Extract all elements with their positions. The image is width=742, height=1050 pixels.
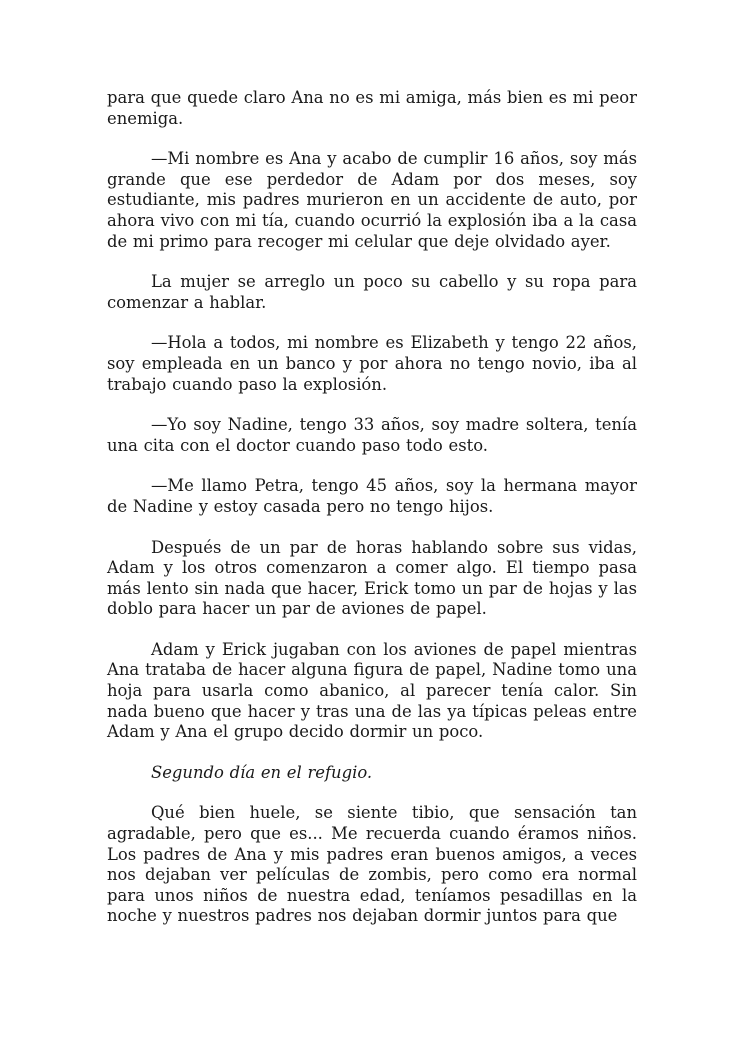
paragraph-4: —Hola a todos, mi nombre es Elizabeth y tengo 22 años, soy empleada en un banco y por ahora no tengo novio, iba al trabajo cuando paso la explosión. — [107, 333, 637, 394]
section-heading-italic: Segundo día en el refugio. — [151, 762, 373, 782]
paragraph-3: La mujer se arreglo un poco su cabello y su ropa para comenzar a hablar. — [107, 272, 637, 312]
paragraph-9: Qué bien huele, se siente tibio, que sensación tan agradable, pero que es... Me recuerda cuando éramos niños. Los padres de Ana y mis padres eran buenos amigos, a veces nos dejaban ver películas de zombis, pero como era normal para unos niños de nuestra edad, teníamos pesadillas en la noche y nuestros padres nos dejaban dormir juntos para que — [107, 803, 637, 926]
paragraph-1: para que quede claro Ana no es mi amiga, más bien es mi peor enemiga. — [107, 88, 637, 128]
paragraph-8: Adam y Erick jugaban con los aviones de papel mientras Ana trataba de hacer alguna figura de papel, Nadine tomo una hoja para usarla como abanico, al parecer tenía calor. Sin nada bueno que hacer y tras una de las ya típicas peleas entre Adam y Ana el grupo decido dormir un poco. — [107, 639, 637, 742]
paragraph-2: —Mi nombre es Ana y acabo de cumplir 16 años, soy más grande que ese perdedor de Adam por dos meses, soy estudiante, mis padres murieron en un accidente de auto, por ahora vivo con mi tía, cuando ocurrió la explosión iba a la casa de mi primo para recoger mi celular que deje olvidado ayer. — [107, 149, 637, 251]
paragraph-5: —Yo soy Nadine, tengo 33 años, soy madre soltera, tenía una cita con el doctor cuando paso todo esto. — [107, 415, 637, 455]
document-page — [107, 88, 637, 947]
paragraph-6: —Me llamo Petra, tengo 45 años, soy la hermana mayor de Nadine y estoy casada pero no tengo hijos. — [107, 476, 637, 516]
paragraph-7: Después de un par de horas hablando sobre sus vidas, Adam y los otros comenzaron a comer algo. El tiempo pasa más lento sin nada que hacer, Erick tomo un par de hojas y las doblo para hacer un par de aviones de papel. — [107, 537, 637, 619]
